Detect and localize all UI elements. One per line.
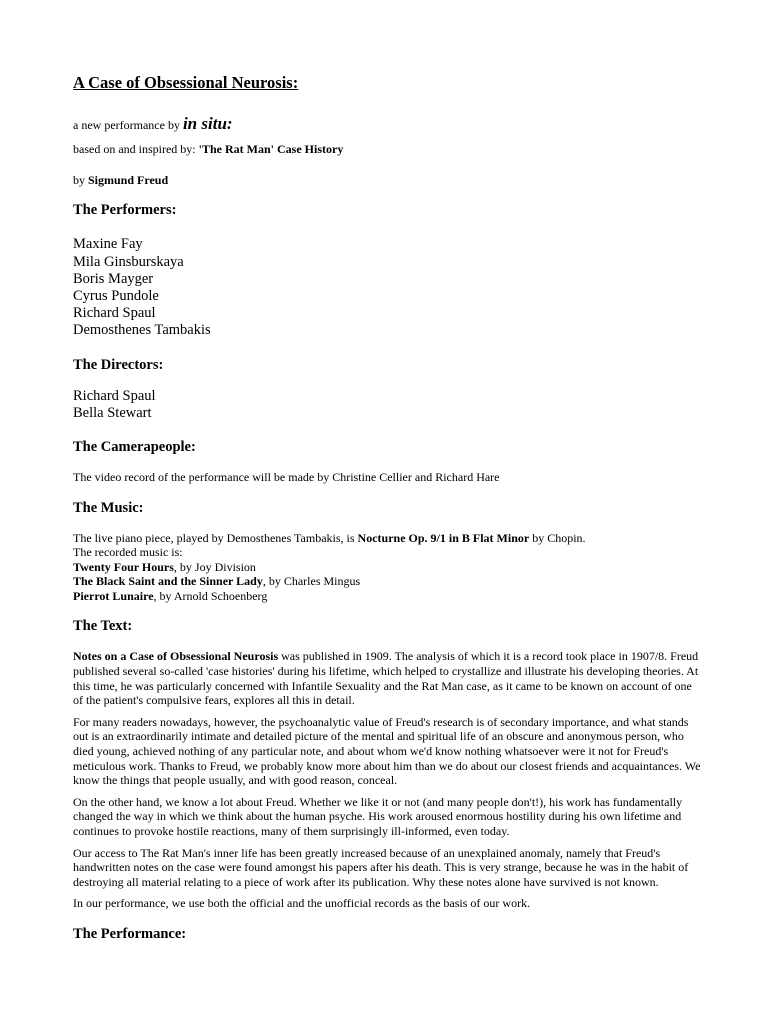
author-credit <box>73 173 703 188</box>
track-title: Twenty Four Hours <box>73 559 174 574</box>
text-paragraph-5: In our performance, we use both the official and the unofficial records as the basis of our work. <box>73 896 531 911</box>
track-artist: , by Joy Division <box>173 559 256 574</box>
document-title: A Case of Obsessional Neurosis: <box>73 73 299 92</box>
track-artist: , by Arnold Schoenberg <box>153 588 268 603</box>
performance-prefix: a new performance by <box>73 117 180 132</box>
performers-list <box>73 236 703 339</box>
camerapeople-text: The video record of the performance will be made by Christine Cellier and Richard Hare <box>73 469 500 484</box>
performer-name: Mila Ginsburskaya <box>73 253 184 270</box>
performer-name: Boris Mayger <box>73 270 154 287</box>
director-name: Richard Spaul <box>73 387 156 404</box>
source-title: 'The Rat Man' Case History <box>198 142 344 157</box>
work-title: Notes on a Case of Obsessional Neurosis <box>73 649 279 664</box>
text-paragraph-2: For many readers nowadays, however, the psychoanalytic value of Freud's research is of secondary importance, and what stands out is an extraordinarily intimate and detailed picture of the mental and spiritual life of an obscure and anonymous person, who died young, achieved nothing of any particular note, and about whom we'd know nothing whatsoever were it not for Freud's meticulous work. Thanks to Freud, we probably know more about him than we do about our closest friends and acquaintances. We know the things that people usually, and with good reason, conceal. <box>73 714 701 788</box>
music-details <box>73 531 703 604</box>
live-piece-line <box>73 531 703 546</box>
directors-heading: The Directors: <box>73 356 164 373</box>
performers-heading: The Performers: <box>73 202 177 219</box>
based-prefix: based on and inspired by: <box>73 142 196 157</box>
by-prefix: by <box>73 172 85 187</box>
source-credit <box>73 142 703 157</box>
track-artist: , by Charles Mingus <box>262 574 361 589</box>
track-title: Pierrot Lunaire <box>73 588 154 603</box>
text-heading: The Text: <box>73 618 133 635</box>
live-suffix: by Chopin. <box>532 530 586 545</box>
text-paragraph-4: Our access to The Rat Man's inner life has been greatly increased because of an unexplained anomaly, namely that Freud's handwritten notes on the case were found amongst his papers after his death. This is very strange, because he was in the habit of destroying all material relating to a piece of work after its publication. Why these notes alone have survived is not known. <box>73 845 689 889</box>
performer-name: Richard Spaul <box>73 305 156 322</box>
document-body <box>73 73 703 943</box>
recorded-intro: The recorded music is: <box>73 545 183 560</box>
track-title: The Black Saint and the Sinner Lady <box>73 574 263 589</box>
track-line <box>73 574 703 589</box>
paragraph-1-body: was published in 1909. The analysis of which it is a record took place in 1907/8. Freud published several so-called 'case histories' during his lifetime, which helped to crystallize and illustrate his developing theories. At this time, he was particularly concerned with Infantile Sexuality and the Rat Man case, as it came to be known on account of one of the patient's compulsive fears, explores all this in detail. <box>73 649 699 708</box>
text-paragraph-1 <box>73 649 703 707</box>
director-name: Bella Stewart <box>73 404 152 421</box>
author-name: Sigmund Freud <box>88 172 169 187</box>
music-heading: The Music: <box>73 499 144 516</box>
track-line <box>73 589 703 604</box>
performer-name: Cyrus Pundole <box>73 287 159 304</box>
performer-name: Demosthenes Tambakis <box>73 322 211 339</box>
performer-name: Maxine Fay <box>73 236 143 253</box>
camerapeople-heading: The Camerapeople: <box>73 438 196 455</box>
company-name: in situ: <box>182 113 233 133</box>
live-piece-title: Nocturne Op. 9/1 in B Flat Minor <box>357 530 530 545</box>
directors-list <box>73 388 703 422</box>
live-prefix: The live piano piece, played by Demosthenes Tambakis, is <box>73 530 355 545</box>
track-line <box>73 560 703 575</box>
performance-heading: The Performance: <box>73 925 187 942</box>
text-paragraph-3: On the other hand, we know a lot about Freud. Whether we like it or not (and many people don't!), his work has fundamentally changed the way in which we think about the human psyche. His work aroused enormous hostility during his own lifetime and continues to provoke hostile reactions, many of them surprisingly ill-informed, even today. <box>73 794 683 839</box>
performance-credit <box>73 113 703 133</box>
